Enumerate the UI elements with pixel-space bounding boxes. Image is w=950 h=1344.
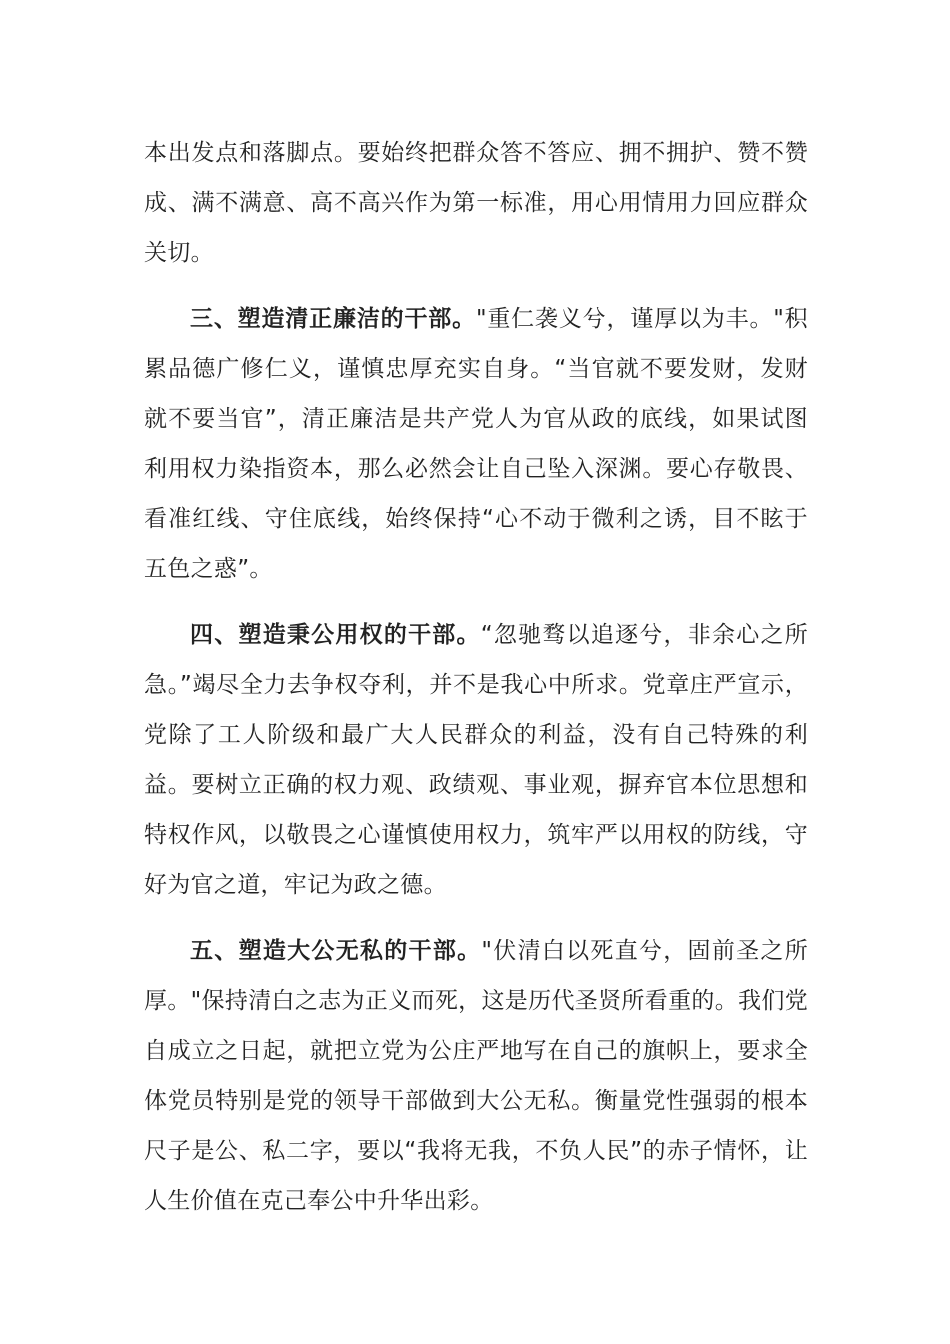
paragraph-heading: 四、塑造秉公用权的干部。 — [190, 622, 481, 648]
paragraph-heading: 五、塑造大公无私的干部。 — [190, 938, 482, 964]
paragraph-section-five — [144, 926, 808, 1226]
document-body — [144, 128, 808, 1242]
paragraph-heading: 三、塑造清正廉洁的干部。 — [190, 306, 476, 332]
paragraph-section-three — [144, 294, 808, 594]
paragraph-text: 本出发点和落脚点。要始终把群众答不答应、拥不拥护、赞不赞成、满不满意、高不高兴作为第一标准，用心用情用力回应群众关切。 — [144, 140, 808, 266]
paragraph-section-four — [144, 610, 808, 910]
paragraph-continued — [144, 128, 808, 278]
paragraph-text: "重仁袭义兮，谨厚以为丰。"积累品德广修仁义，谨慎忠厚充实自身。“当官就不要发财，发财就不要当官”，清正廉洁是共产党人为官从政的底线，如果试图利用权力染指资本，那么必然会让自己坠入深渊。要心存敬畏、看准红线、守住底线，始终保持“心不动于微利之诱，目不眩于五色之惑”。 — [144, 306, 808, 582]
paragraph-text: "伏清白以死直兮，固前圣之所厚。"保持清白之志为正义而死，这是历代圣贤所看重的。我们党自成立之日起，就把立党为公庄严地写在自己的旗帜上，要求全体党员特别是党的领导干部做到大公无私。衡量党性强弱的根本尺子是公、私二字，要以“我将无我，不负人民”的赤子情怀，让人生价值在克己奉公中升华出彩。 — [144, 938, 808, 1214]
paragraph-text: “忽驰骛以追逐兮，非余心之所急。”竭尽全力去争权夺利，并不是我心中所求。党章庄严宣示，党除了工人阶级和最广大人民群众的利益，没有自己特殊的利益。要树立正确的权力观、政绩观、事业观，摒弃官本位思想和特权作风，以敬畏之心谨慎使用权力，筑牢严以用权的防线，守好为官之道，牢记为政之德。 — [144, 622, 808, 898]
